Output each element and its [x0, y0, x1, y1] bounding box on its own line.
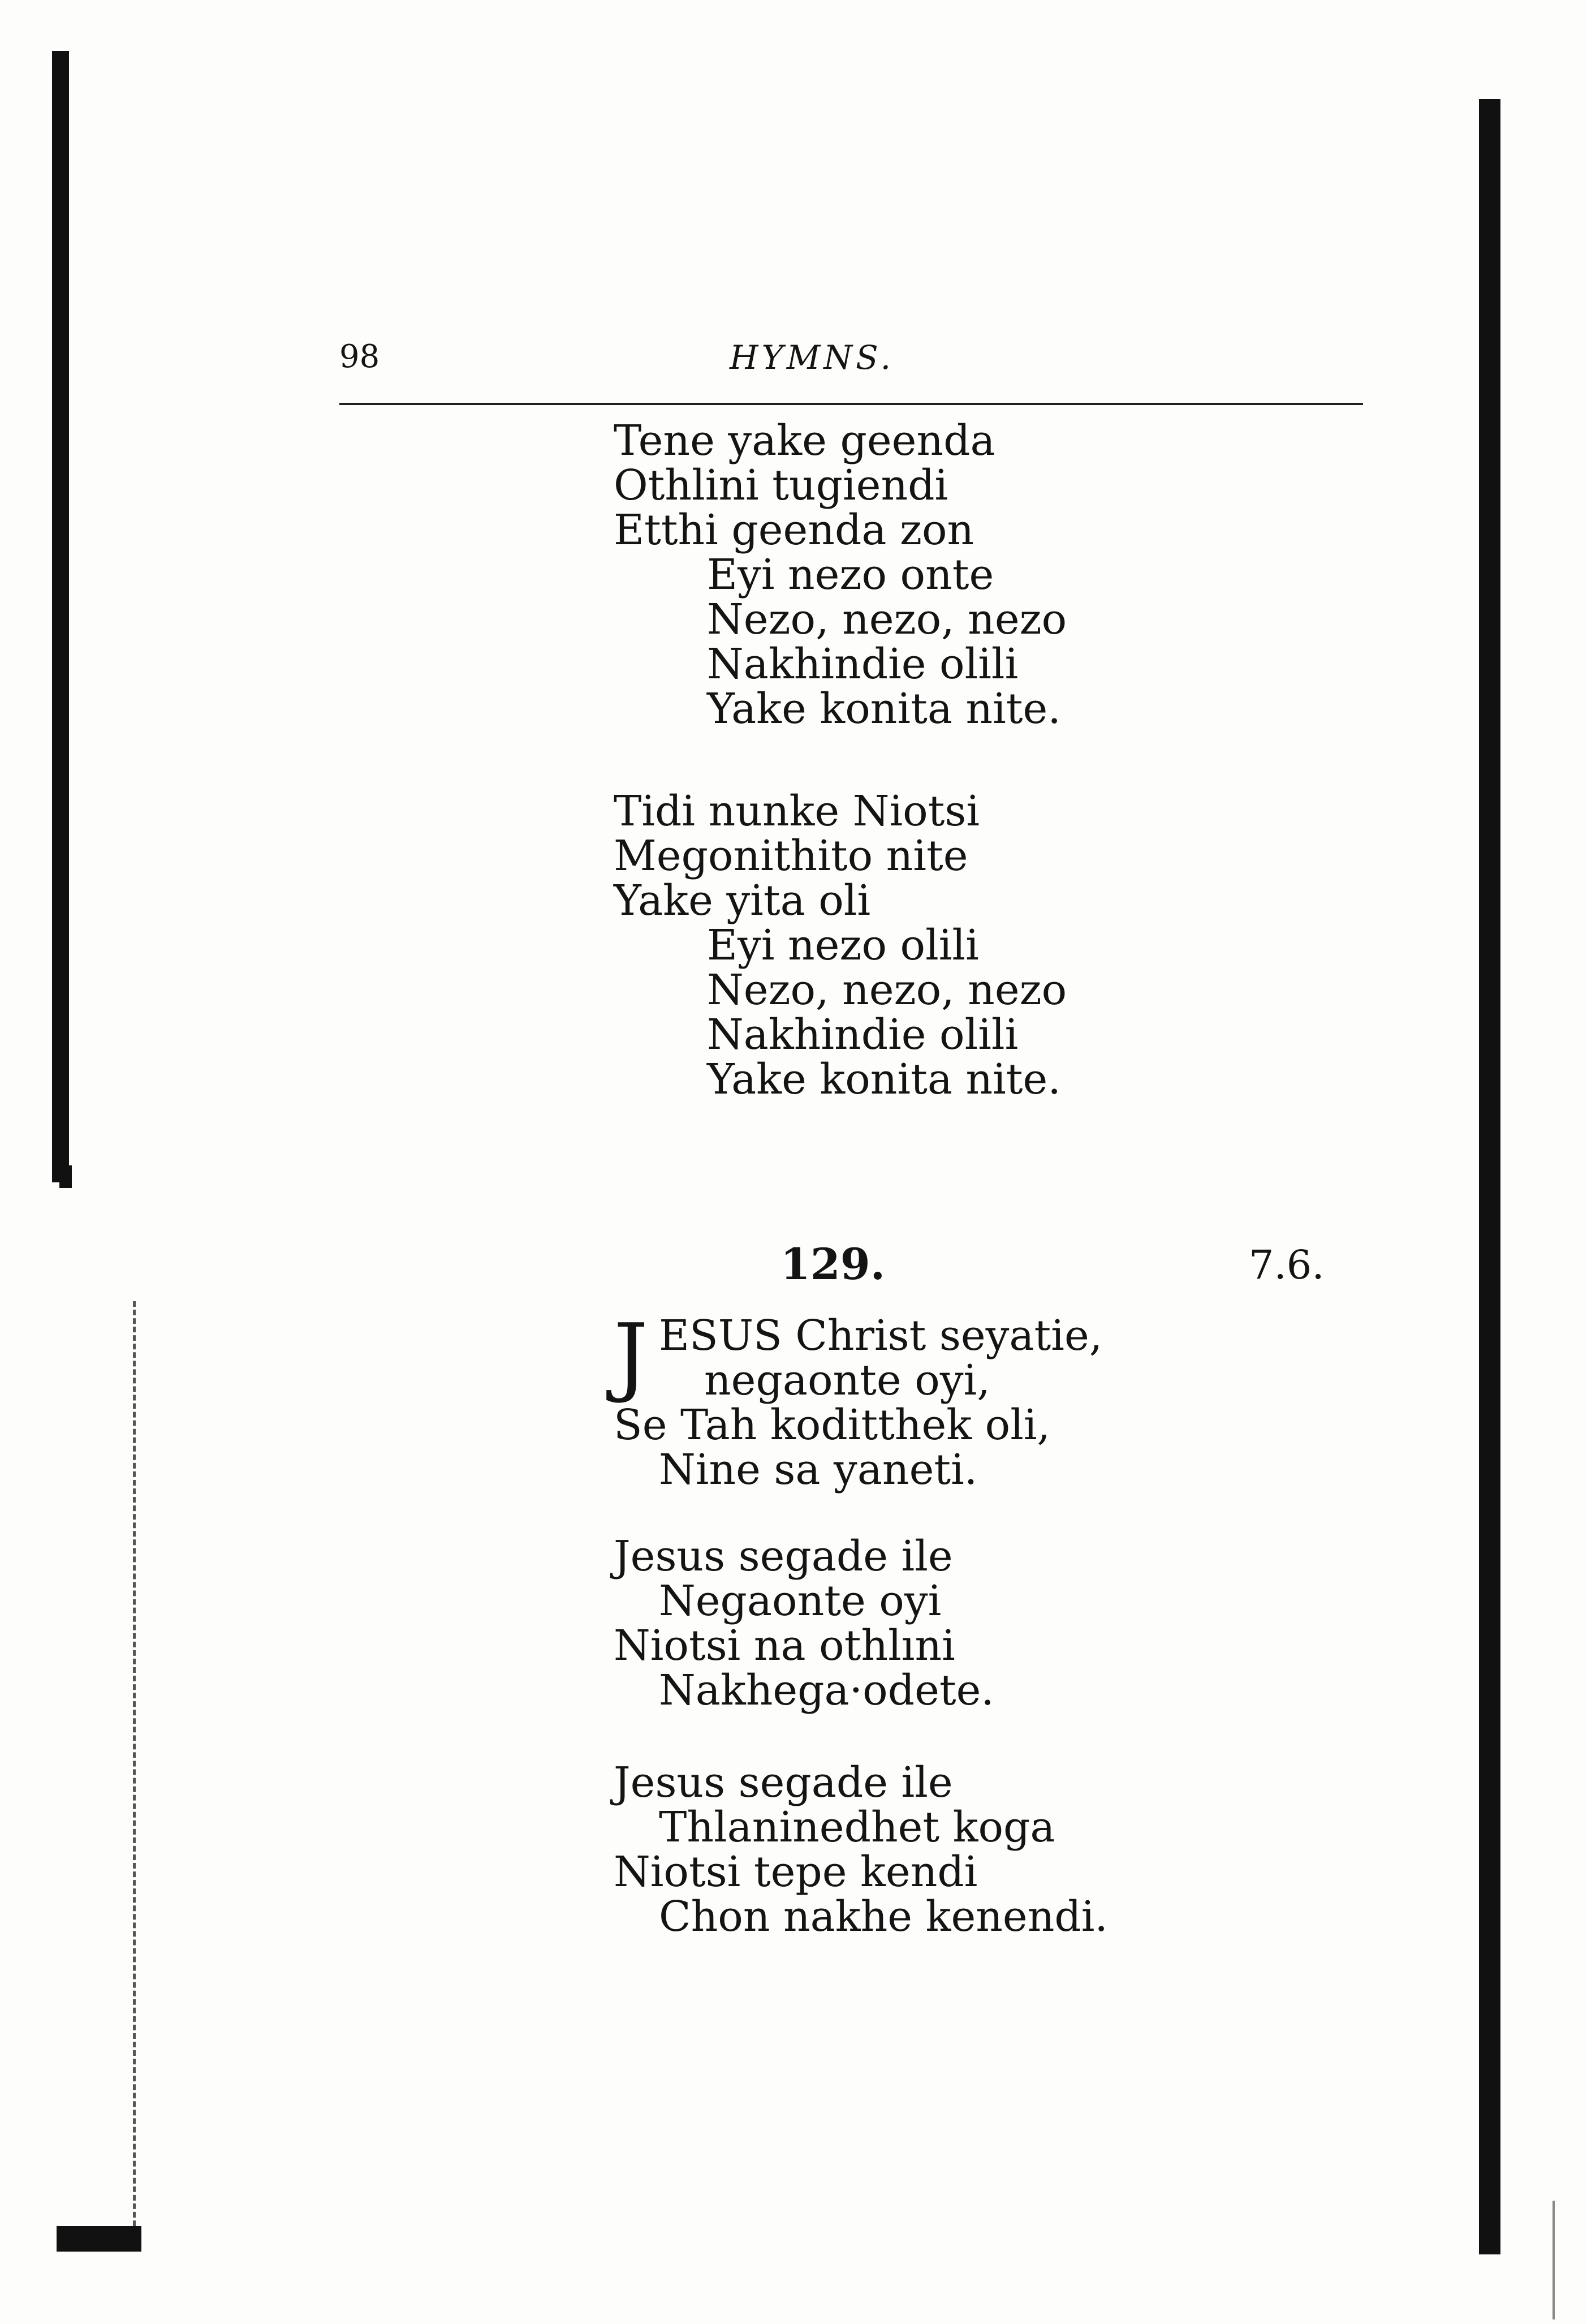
- verse-line: Othlini tugiendi: [614, 461, 948, 510]
- scan-edge-left: [52, 51, 69, 1182]
- verse-line: Yake konita nite.: [707, 685, 1061, 733]
- verse-line: Eyi nezo onte: [707, 550, 994, 599]
- verse-line: Nakhindie olili: [707, 1010, 1019, 1059]
- verse-line: Jesus segade ile: [614, 1532, 953, 1581]
- verse-line: Nine sa yaneti.: [659, 1445, 978, 1494]
- hymn-129-stanza-1: [614, 1305, 1103, 1494]
- verse-line: ESUS Christ seyatie,: [659, 1311, 1103, 1360]
- page-header: [339, 338, 1363, 384]
- scan-edge-right-thin: [1552, 2201, 1555, 2319]
- scan-edge-left-dashes: [133, 1301, 136, 2235]
- scan-edge-left-foot: [57, 2226, 141, 2252]
- verse-line: Yake yita oli: [614, 876, 871, 925]
- verse-line: Yake konita nite.: [707, 1055, 1061, 1104]
- verse-line: Eyi nezo olili: [707, 921, 979, 970]
- verse-line: Nezo, nezo, nezo: [707, 595, 1067, 644]
- stanza-2: [614, 789, 1067, 1102]
- verse-line: Nezo, nezo, nezo: [707, 966, 1067, 1014]
- page-number: 98: [339, 338, 380, 375]
- scan-edge-left-mark: [59, 1165, 72, 1188]
- hymn-129-stanza-3: [614, 1758, 1108, 1941]
- verse-line: Etthi geenda zon: [614, 506, 974, 554]
- header-rule: [339, 403, 1363, 405]
- verse-line: Niotsi na othlıni: [614, 1621, 955, 1670]
- verse-line: Megonithito nite: [614, 832, 968, 880]
- verse-line: Nakhindie olili: [707, 640, 1019, 688]
- scan-edge-right: [1479, 99, 1500, 2254]
- verse-line: Niotsi tepe kendi: [614, 1848, 978, 1896]
- verse-line: Tidi nunke Niotsi: [614, 787, 980, 836]
- hymn-number: 129.: [780, 1239, 886, 1289]
- hymn-129-stanza-2: [614, 1534, 994, 1713]
- verse-line: Se Tah koditthek oli,: [614, 1401, 1051, 1449]
- stanza-1: [614, 416, 1067, 733]
- hymn-meter: 7.6.: [1249, 1242, 1325, 1288]
- running-head: HYMNS.: [730, 338, 895, 377]
- verse-line: Chon nakhe kenendi.: [659, 1892, 1108, 1941]
- verse-line: Jesus segade ile: [614, 1758, 953, 1807]
- verse-line: negaonte oyi,: [704, 1356, 990, 1405]
- verse-line: Thlaninedhet koga: [659, 1803, 1055, 1852]
- drop-cap: J: [614, 1305, 648, 1405]
- verse-line: Negaonte oyi: [659, 1577, 942, 1625]
- verse-line: Tene yake geenda: [614, 416, 995, 465]
- verse-line: Nakhega·odete.: [659, 1666, 994, 1715]
